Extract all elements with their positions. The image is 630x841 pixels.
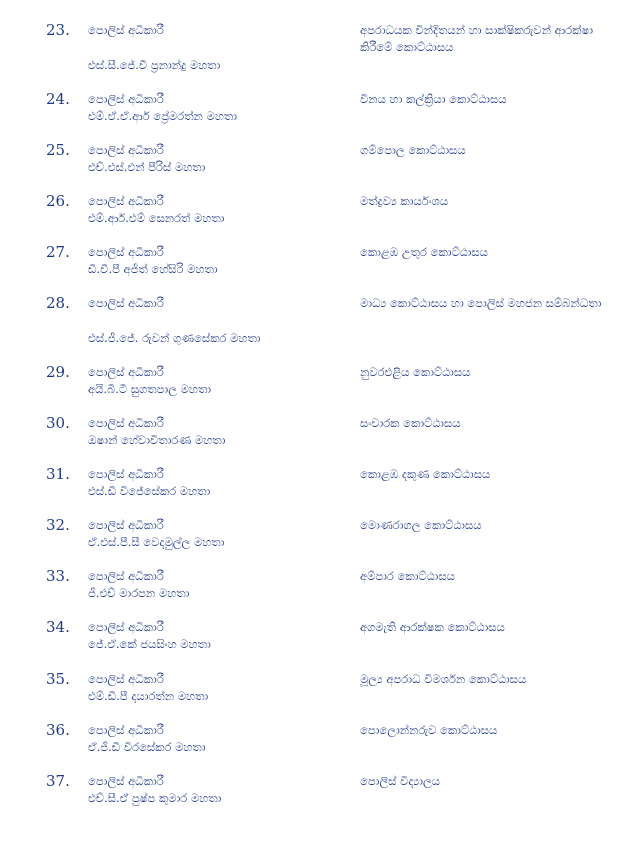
entry-number: 29. <box>46 363 70 381</box>
entry-number: 28. <box>46 294 70 312</box>
department: මත්ද්‍රව්‍ය කාර්යංශය <box>360 194 449 208</box>
officer-rank: පොලිස් අධිකාරී <box>88 774 164 788</box>
entry-number: 24. <box>46 90 70 108</box>
officer-name: ඒ.එස්.පී.සී වෙදමුල්ල මහතා <box>88 535 225 549</box>
officer-name: එස්.සී.ජේ.වී ප්‍රනාන්දු මහතා <box>88 58 221 72</box>
department: විනය හා කල්ක්‍රියා කොට්ඨාසය <box>360 92 507 106</box>
officer-rank: පොලිස් අධිකාරී <box>88 672 164 686</box>
entry-number: 32. <box>46 516 70 534</box>
entry-number: 30. <box>46 414 70 432</box>
department: අපරාධයක වින්දිතයන් හා සාක්ෂිකරුවන් ආරක්ෂා කිරීමේ කොට්ඨාසය <box>360 23 594 54</box>
entry-number: 34. <box>46 618 70 636</box>
entry-number: 35. <box>46 670 70 688</box>
officer-name: එම්.ආර්.එම් සෙනරත් මහතා <box>88 211 225 225</box>
officer-name: අයි.බී.ටී සුගතපාල මහතා <box>88 382 212 396</box>
officer-rank: පොලිස් අධිකාරී <box>88 92 164 106</box>
officer-name: එම්.ඩී.පී දයාරත්න මහතා <box>88 689 209 703</box>
officer-name: එච්.එස්.එන් පීරිස් මහතා <box>88 160 206 174</box>
entry-number: 36. <box>46 721 70 739</box>
officer-name: ජේ.ඒ.කේ ජයසිංහ මහතා <box>88 637 211 651</box>
officer-name: එස්.ඩී විජේසේකර මහතා <box>88 484 211 498</box>
department: පොලිස් විද්‍යාලය <box>360 774 441 788</box>
department: මොණරාගල කොට්ඨාසය <box>360 518 482 532</box>
officer-rank: පොලිස් අධිකාරී <box>88 416 164 430</box>
officer-rank: පොලිස් අධිකාරී <box>88 467 164 481</box>
department: පොලොන්නරුව කොට්ඨාසය <box>360 723 498 737</box>
department: මාධ්‍ය කොට්ඨාසය හා පොලිස් මහජන සම්බන්ධතා <box>360 296 602 310</box>
officer-name: එස්.ජී.ජේ. රුවන් ගුණසේකර මහතා <box>88 331 261 345</box>
department: මූල්‍ය අපරාධ විමර්ශන කොට්ඨාසය <box>360 672 527 686</box>
department: කොළඹ උතුර කොට්ඨාසය <box>360 245 488 259</box>
entry-number: 31. <box>46 465 70 483</box>
department: ගම්පොල කොට්ඨාසය <box>360 143 466 157</box>
department: සංචාරක කොට්ඨාසය <box>360 416 461 430</box>
entry-number: 26. <box>46 192 70 210</box>
department: අගමැති ආරක්ෂක කොට්ඨාසය <box>360 620 505 634</box>
entry-number: 37. <box>46 772 70 790</box>
entry-number: 33. <box>46 567 70 585</box>
officer-rank: පොලිස් අධිකාරී <box>88 194 164 208</box>
officer-rank: පොලිස් අධිකාරී <box>88 23 164 37</box>
department: නුවරඑළිය කොට්ඨාසය <box>360 365 471 379</box>
officer-name: එච්.සී.ඒ පුෂ්ප කුමාර මහතා <box>88 791 222 805</box>
officer-name: ඒ.ජී.ඩී විරසේකර මහතා <box>88 740 206 754</box>
officer-rank: පොලිස් අධිකාරී <box>88 245 164 259</box>
officer-name: ජී.එච් මාරපන මහතා <box>88 586 190 600</box>
officer-rank: පොලිස් අධිකාරී <box>88 143 164 157</box>
officer-name: ඩී.වී.පී අජිත් හේසිරි මහතා <box>88 262 218 276</box>
entry-number: 23. <box>46 21 70 39</box>
officer-rank: පොලිස් අධිකාරී <box>88 518 164 532</box>
entry-number: 27. <box>46 243 70 261</box>
officer-rank: පොලිස් අධිකාරී <box>88 569 164 583</box>
officer-rank: පොලිස් අධිකාරී <box>88 723 164 737</box>
officer-name: ඔෂාන් හේවාවිතාරණ මහතා <box>88 433 226 447</box>
entry-number: 25. <box>46 141 70 159</box>
officer-rank: පොලිස් අධිකාරී <box>88 620 164 634</box>
officer-rank: පොලිස් අධිකාරී <box>88 296 164 310</box>
department: කොළඹ දකුණ කොට්ඨාසය <box>360 467 491 481</box>
officer-rank: පොලිස් අධිකාරී <box>88 365 164 379</box>
officer-name: එම්.ඒ.ඒ.ආර් ප්‍රේමරත්න මහතා <box>88 109 237 123</box>
department: අම්පාර කොට්ඨාසය <box>360 569 455 583</box>
